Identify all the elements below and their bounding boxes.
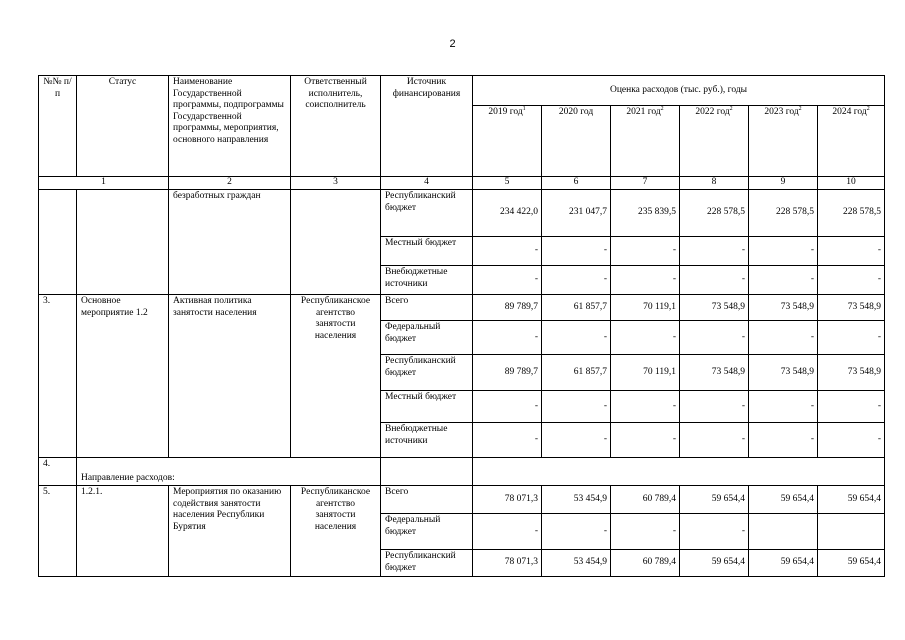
value-cell: - — [749, 237, 818, 266]
value-cell: - — [542, 237, 611, 266]
header-year-label: 2024 год — [832, 107, 867, 117]
value-cell: 73 548,9 — [818, 295, 885, 321]
row-name: Активная политика занятости населения — [169, 295, 291, 458]
row-name: Мероприятия по оказанию содействия занятости населения Республики Бурятия — [169, 486, 291, 577]
value-cell: 73 548,9 — [749, 295, 818, 321]
value-cell: 61 857,7 — [542, 355, 611, 391]
value-cell: - — [680, 423, 749, 458]
header-source: Источник финансирования — [381, 76, 473, 177]
value-cell: - — [680, 514, 749, 550]
row-num-empty — [39, 190, 77, 295]
value-cell: 73 548,9 — [680, 295, 749, 321]
value-cell: - — [473, 266, 542, 295]
value-cell: - — [473, 237, 542, 266]
value-cell: - — [749, 321, 818, 355]
value-cell: 78 071,3 — [473, 486, 542, 514]
source-cell: Местный бюджет — [381, 237, 473, 266]
value-cell: 234 422,0 — [473, 190, 542, 237]
row-executor-empty — [291, 190, 381, 295]
header-year-label: 2023 год — [764, 107, 799, 117]
source-cell: Местный бюджет — [381, 391, 473, 423]
value-cell: 70 119,1 — [611, 295, 680, 321]
value-cell: - — [611, 321, 680, 355]
value-cell: 231 047,7 — [542, 190, 611, 237]
row-status: 1.2.1. — [77, 486, 169, 577]
value-cell: - — [542, 321, 611, 355]
header-year — [473, 106, 542, 177]
empty-cell — [473, 458, 885, 486]
footnote-mark: 2 — [866, 105, 870, 112]
header-year — [611, 106, 680, 177]
value-cell: 228 578,5 — [749, 190, 818, 237]
budget-table — [38, 75, 885, 577]
source-cell: Республиканский бюджет — [381, 355, 473, 391]
value-cell: 59 654,4 — [818, 550, 885, 577]
header-costs: Оценка расходов (тыс. руб.), годы — [473, 76, 885, 106]
value-cell: - — [818, 237, 885, 266]
header-year — [749, 106, 818, 177]
value-cell: - — [542, 423, 611, 458]
column-index: 8 — [680, 177, 749, 190]
value-cell: - — [473, 391, 542, 423]
row-num: 4. — [39, 458, 77, 486]
source-cell: Республиканский бюджет — [381, 550, 473, 577]
value-cell: 59 654,4 — [749, 550, 818, 577]
header-status: Статус — [77, 76, 169, 177]
source-cell: Всего — [381, 486, 473, 514]
value-cell: - — [473, 321, 542, 355]
row-name: безработных граждан — [169, 190, 291, 295]
value-cell: 228 578,5 — [680, 190, 749, 237]
value-cell: 53 454,9 — [542, 550, 611, 577]
value-cell: 53 454,9 — [542, 486, 611, 514]
value-cell — [818, 514, 885, 550]
column-index: 6 — [542, 177, 611, 190]
row-num: 3. — [39, 295, 77, 458]
value-cell: 235 839,5 — [611, 190, 680, 237]
source-cell: Всего — [381, 295, 473, 321]
value-cell: 78 071,3 — [473, 550, 542, 577]
column-index: 2 — [169, 177, 291, 190]
column-index: 5 — [473, 177, 542, 190]
column-index: 7 — [611, 177, 680, 190]
source-cell: Федеральный бюджет — [381, 321, 473, 355]
value-cell: 73 548,9 — [749, 355, 818, 391]
value-cell — [749, 514, 818, 550]
footnote-mark: 2 — [660, 105, 664, 112]
value-cell: 73 548,9 — [818, 355, 885, 391]
header-name: Наименование Государственной программы, подпрограммы Государственной программы, мероприятия, основного направления — [169, 76, 291, 177]
value-cell: - — [542, 514, 611, 550]
value-cell: - — [611, 266, 680, 295]
value-cell: - — [680, 391, 749, 423]
column-index: 9 — [749, 177, 818, 190]
header-year — [818, 106, 885, 177]
source-cell: Внебюджетные источники — [381, 266, 473, 295]
value-cell: - — [542, 266, 611, 295]
value-cell: - — [818, 423, 885, 458]
header-year — [542, 106, 611, 177]
column-index: 3 — [291, 177, 381, 190]
value-cell: 89 789,7 — [473, 355, 542, 391]
column-index: 1 — [39, 177, 169, 190]
source-cell: Внебюджетные источники — [381, 423, 473, 458]
footnote-mark: 2 — [798, 105, 802, 112]
row-num: 5. — [39, 486, 77, 577]
page-number: 2 — [449, 38, 456, 50]
value-cell: - — [749, 266, 818, 295]
value-cell: - — [818, 321, 885, 355]
value-cell: - — [611, 423, 680, 458]
value-cell: - — [680, 266, 749, 295]
value-cell: - — [473, 514, 542, 550]
value-cell: 59 654,4 — [680, 486, 749, 514]
value-cell: - — [818, 391, 885, 423]
value-cell: - — [611, 237, 680, 266]
value-cell: 59 654,4 — [749, 486, 818, 514]
value-cell: - — [749, 391, 818, 423]
row-status: Основное мероприятие 1.2 — [77, 295, 169, 458]
header-executor: Ответственный исполнитель, соисполнитель — [291, 76, 381, 177]
value-cell: 59 654,4 — [680, 550, 749, 577]
value-cell: 59 654,4 — [818, 486, 885, 514]
value-cell: - — [680, 321, 749, 355]
footnote-mark: 1 — [522, 105, 526, 112]
column-index: 10 — [818, 177, 885, 190]
header-year — [680, 106, 749, 177]
value-cell: - — [611, 514, 680, 550]
value-cell: 228 578,5 — [818, 190, 885, 237]
header-year-label: 2020 год — [558, 107, 594, 117]
header-num: №№ п/п — [39, 76, 77, 177]
source-cell: Федеральный бюджет — [381, 514, 473, 550]
value-cell: - — [680, 237, 749, 266]
value-cell: - — [749, 423, 818, 458]
source-cell: Республиканский бюджет — [381, 190, 473, 237]
value-cell: 70 119,1 — [611, 355, 680, 391]
value-cell: 89 789,7 — [473, 295, 542, 321]
value-cell: 60 789,4 — [611, 486, 680, 514]
value-cell: - — [542, 391, 611, 423]
value-cell: 61 857,7 — [542, 295, 611, 321]
row-status-empty — [77, 190, 169, 295]
value-cell: 73 548,9 — [680, 355, 749, 391]
value-cell: - — [473, 423, 542, 458]
header-year-label: 2019 год — [488, 107, 523, 117]
row-executor: Республиканское агентство занятости населения — [291, 486, 381, 577]
value-cell: 60 789,4 — [611, 550, 680, 577]
column-index: 4 — [381, 177, 473, 190]
value-cell: - — [611, 391, 680, 423]
empty-cell — [381, 458, 473, 486]
section-heading: Направление расходов: — [77, 458, 381, 486]
value-cell: - — [818, 266, 885, 295]
header-year-label: 2022 год — [695, 107, 730, 117]
footnote-mark: 2 — [729, 105, 733, 112]
header-year-label: 2021 год — [626, 107, 661, 117]
row-executor: Республиканское агентство занятости населения — [291, 295, 381, 458]
